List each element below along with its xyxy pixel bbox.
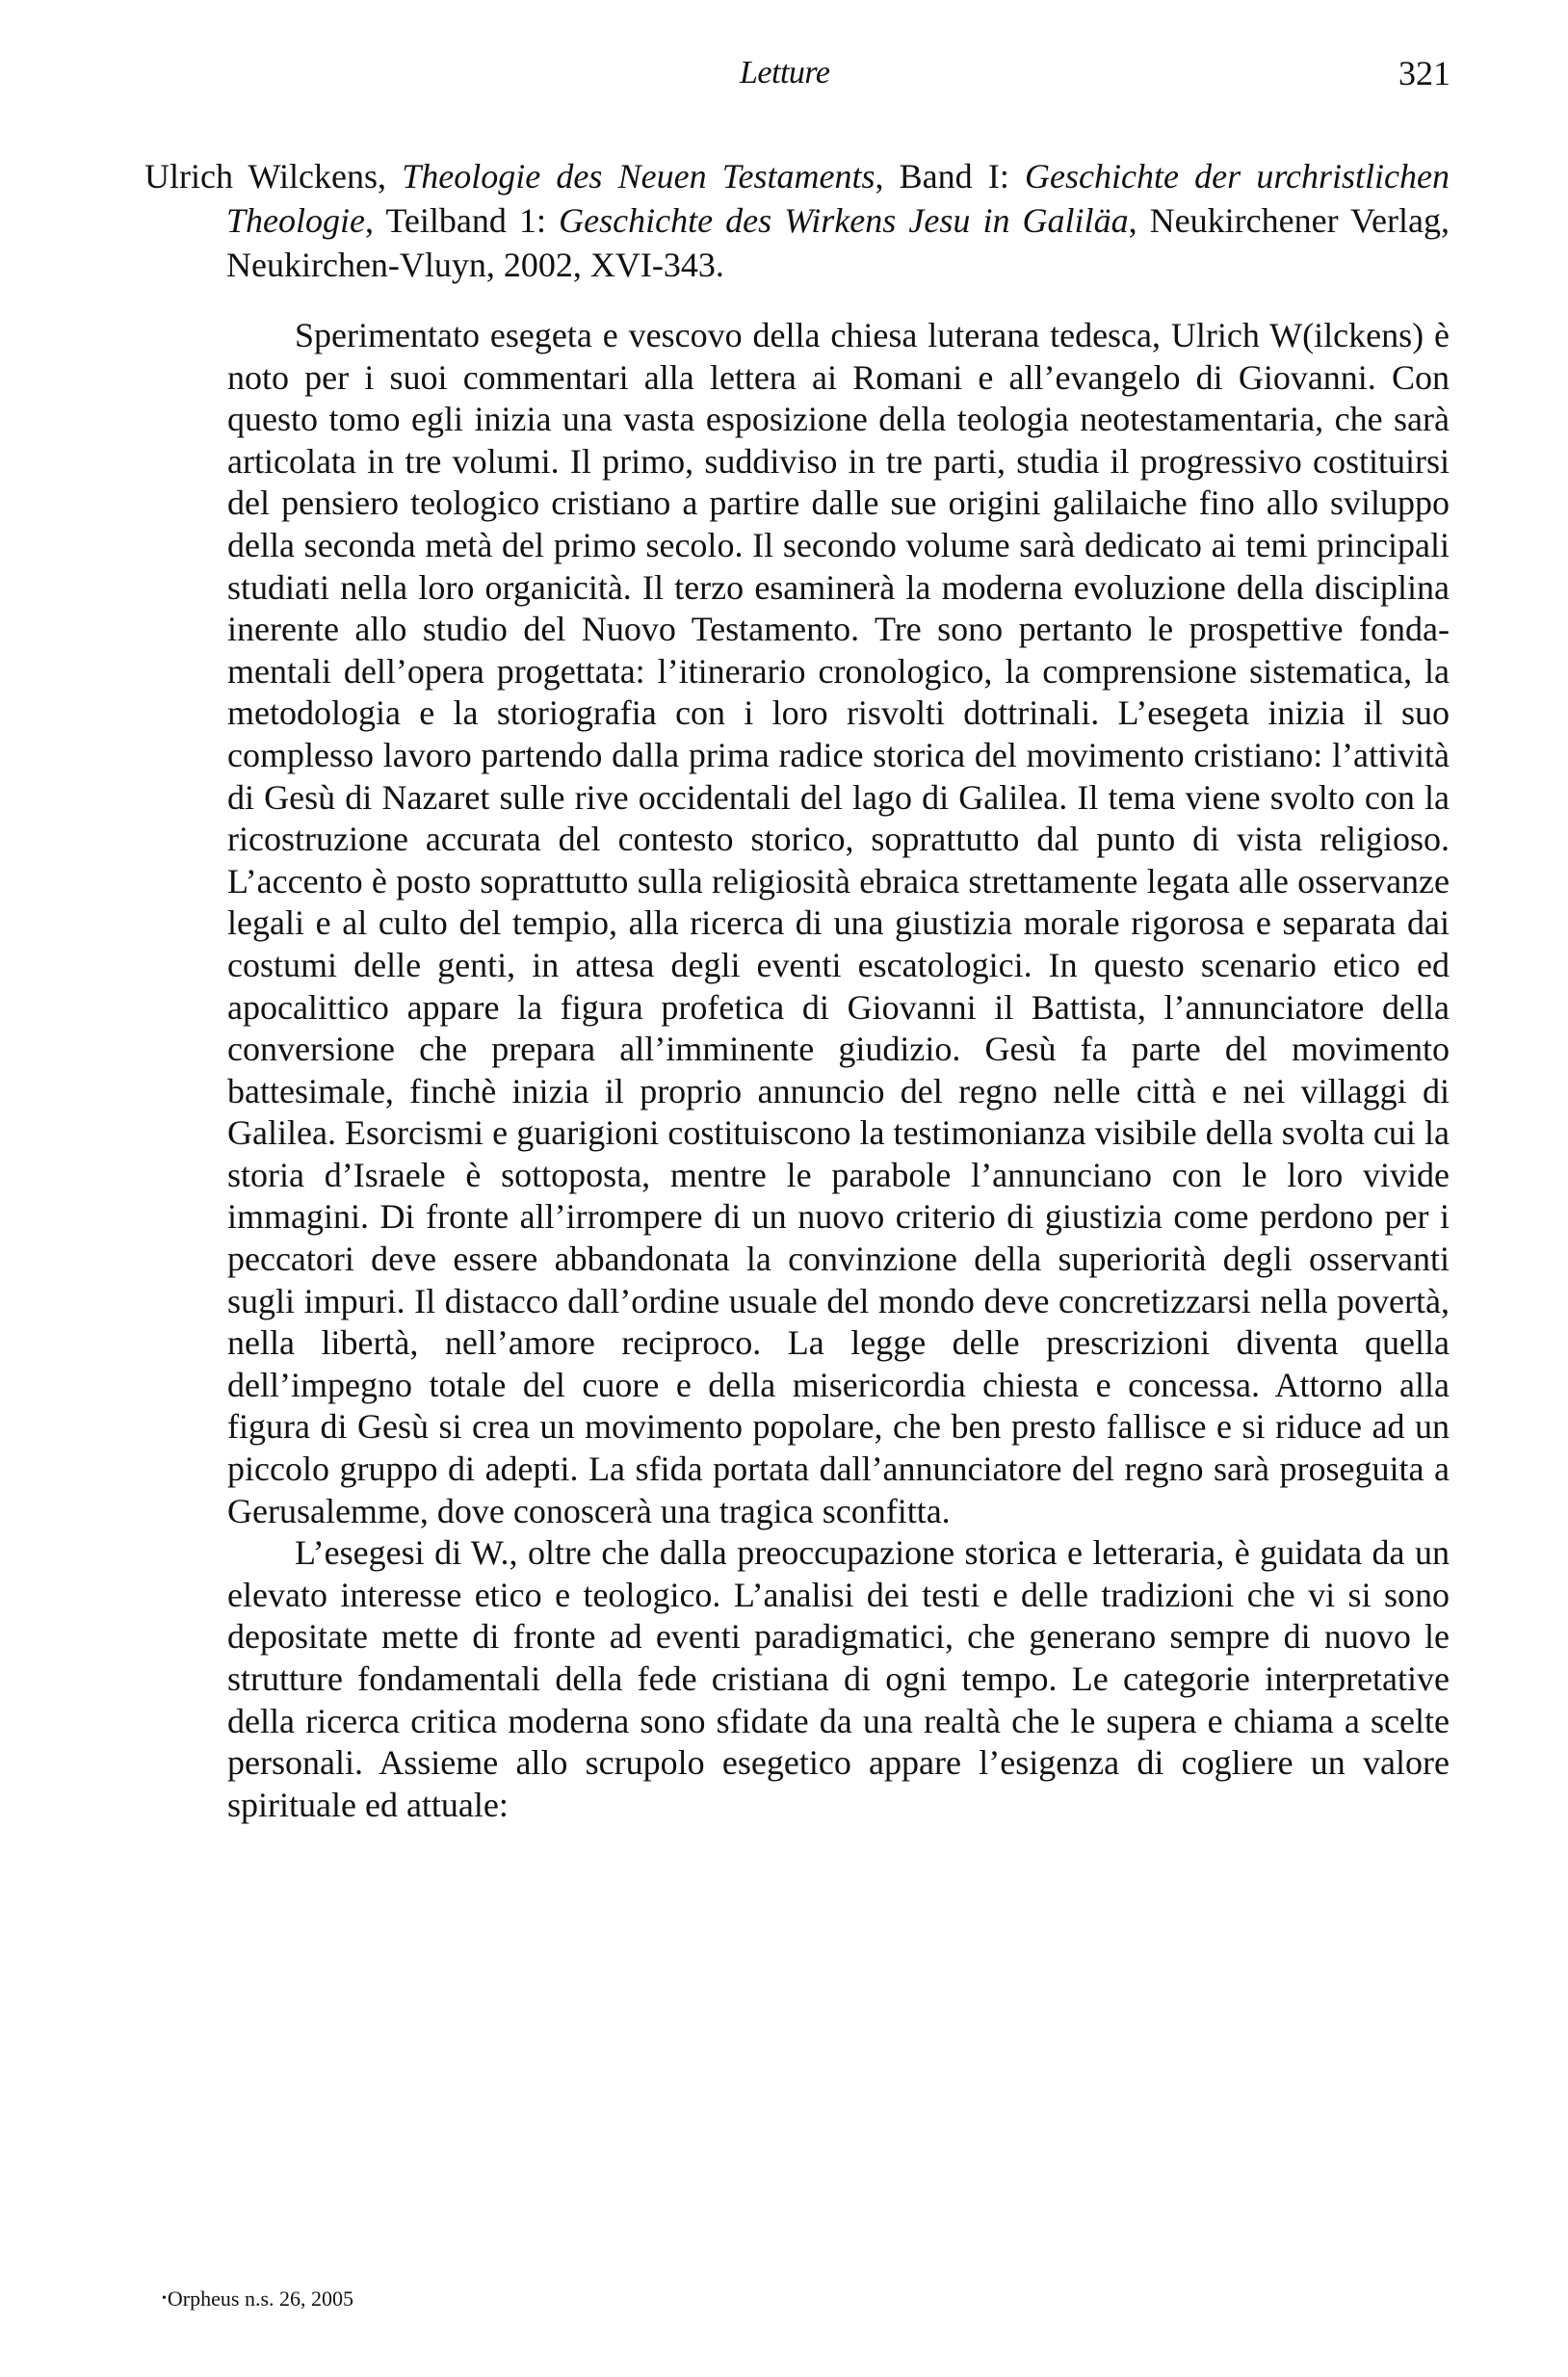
journal-reference: Orpheus n.s. 26, 2005 [167, 2286, 354, 2311]
review-body [227, 315, 1450, 1826]
citation-separator: , Teilband 1: [364, 201, 560, 240]
citation-publication: , Neukirchener Verlag, Neukirchen-Vluyn, 2002, XVI-343. [226, 201, 1450, 284]
running-head [0, 52, 1568, 94]
page-number: 321 [1398, 54, 1450, 92]
citation-title-volume: Geschichte der urchristlichen Theologie [226, 157, 1450, 240]
journal-footer [162, 2285, 353, 2313]
citation-author: Ulrich Wilckens, [144, 157, 387, 196]
paragraph: L’esegesi di W., oltre che dalla preoccupazione storica e letteraria, è guidata da un elevato interesse etico e teologico. L’analisi dei testi e delle tradizioni che vi si sono depositate mette di fronte ad eventi paradigmatici, che generano sempre di nuovo le strutture fondamentali della fede cristiana di ogni tempo. Le categorie interpretative della ricerca critica moderna sono sfidate da una realtà che le supera e chiama a scelte personali. Assieme allo scrupolo esegetico appare l’esigenza di cogliere un valore spirituale ed attuale: [227, 1533, 1450, 1824]
citation-title-part: Geschichte des Wirkens Jesu in Galiläa [559, 201, 1129, 240]
citation-separator: , Band I: [875, 157, 1026, 196]
paragraph: Sperimentato esegeta e vescovo della chiesa luterana tedesca, Ulrich W(ilckens) è noto per i suoi commentari alla lettera ai Romani e all’evangelo di Giovanni. Con questo tomo egli inizia una vasta esposizione della teologia neotestamentaria, che sarà articolata in tre volumi. Il primo, suddiviso in tre parti, studia il progressivo costituirsi del pensiero teologico cristiano a partire dalle sue origini galilaiche fino allo sviluppo della seconda metà del primo secolo. Il secondo volume sarà dedicato ai temi principali studiati nella loro organicità. Il terzo esaminerà la moderna evoluzione della disciplina inerente allo studio del Nuovo Testamento. Tre sono pertanto le prospettive fondamentali dell’opera progettata: l’itinerario cronologico, la comprensione sistematica, la metodologia e la storiografia con i loro risvolti dottrinali. L’esegeta inizia il suo complesso lavoro partendo dalla prima radice storica del movimento cristiano: l’attività di Gesù di Nazaret sulle rive occidentali del lago di Galilea. Il tema viene svolto con la ricostruzione accurata del contesto storico, soprattutto dal punto di vista religioso. L’accento è posto soprattutto sulla religiosità ebraica strettamente legata alle osservanze legali e al culto del tempio, alla ricerca di una giustizia morale rigorosa e separata dai costumi delle genti, in attesa degli eventi escatologici. In questo scenario etico ed apocalittico appare la figura profetica di Giovanni il Battista, l’annunciatore della conversione che prepara all’imminente giudizio. Gesù fa parte del movimento battesimale, finchè inizia il proprio annuncio del regno nelle città e nei villaggi di Galilea. Esorcismi e guarigioni costituiscono la testimonianza visibile della svolta cui la storia d’Israele è sottoposta, mentre le parabole l’annunciano con le loro vivide immagini. Di fronte all’irrompere di un nuovo criterio di giustizia come perdono per i peccatori deve essere abbandonata la convinzione della superiorità degli osservanti sugli impuri. Il distacco dall’ordine usuale del mondo deve concretizzarsi nella povertà, nella libertà, nell’amore reciproco. La legge delle prescrizioni diventa quella dell’impegno totale del cuore e della misericordia chiesta e concessa. Attorno alla figura di Gesù si crea un movimento popolare, che ben presto fallisce e si riduce ad un piccolo gruppo di adepti. La sfida portata dall’annunciatore del regno sarà proseguita a Gerusalemme, dove conoscerà una tragica sconfitta. [227, 316, 1450, 1530]
footer-mark: • [162, 2291, 167, 2306]
book-citation [144, 154, 1450, 287]
section-title: Letture [740, 55, 830, 91]
citation-title-main: Theologie des Neuen Testaments [402, 157, 875, 196]
